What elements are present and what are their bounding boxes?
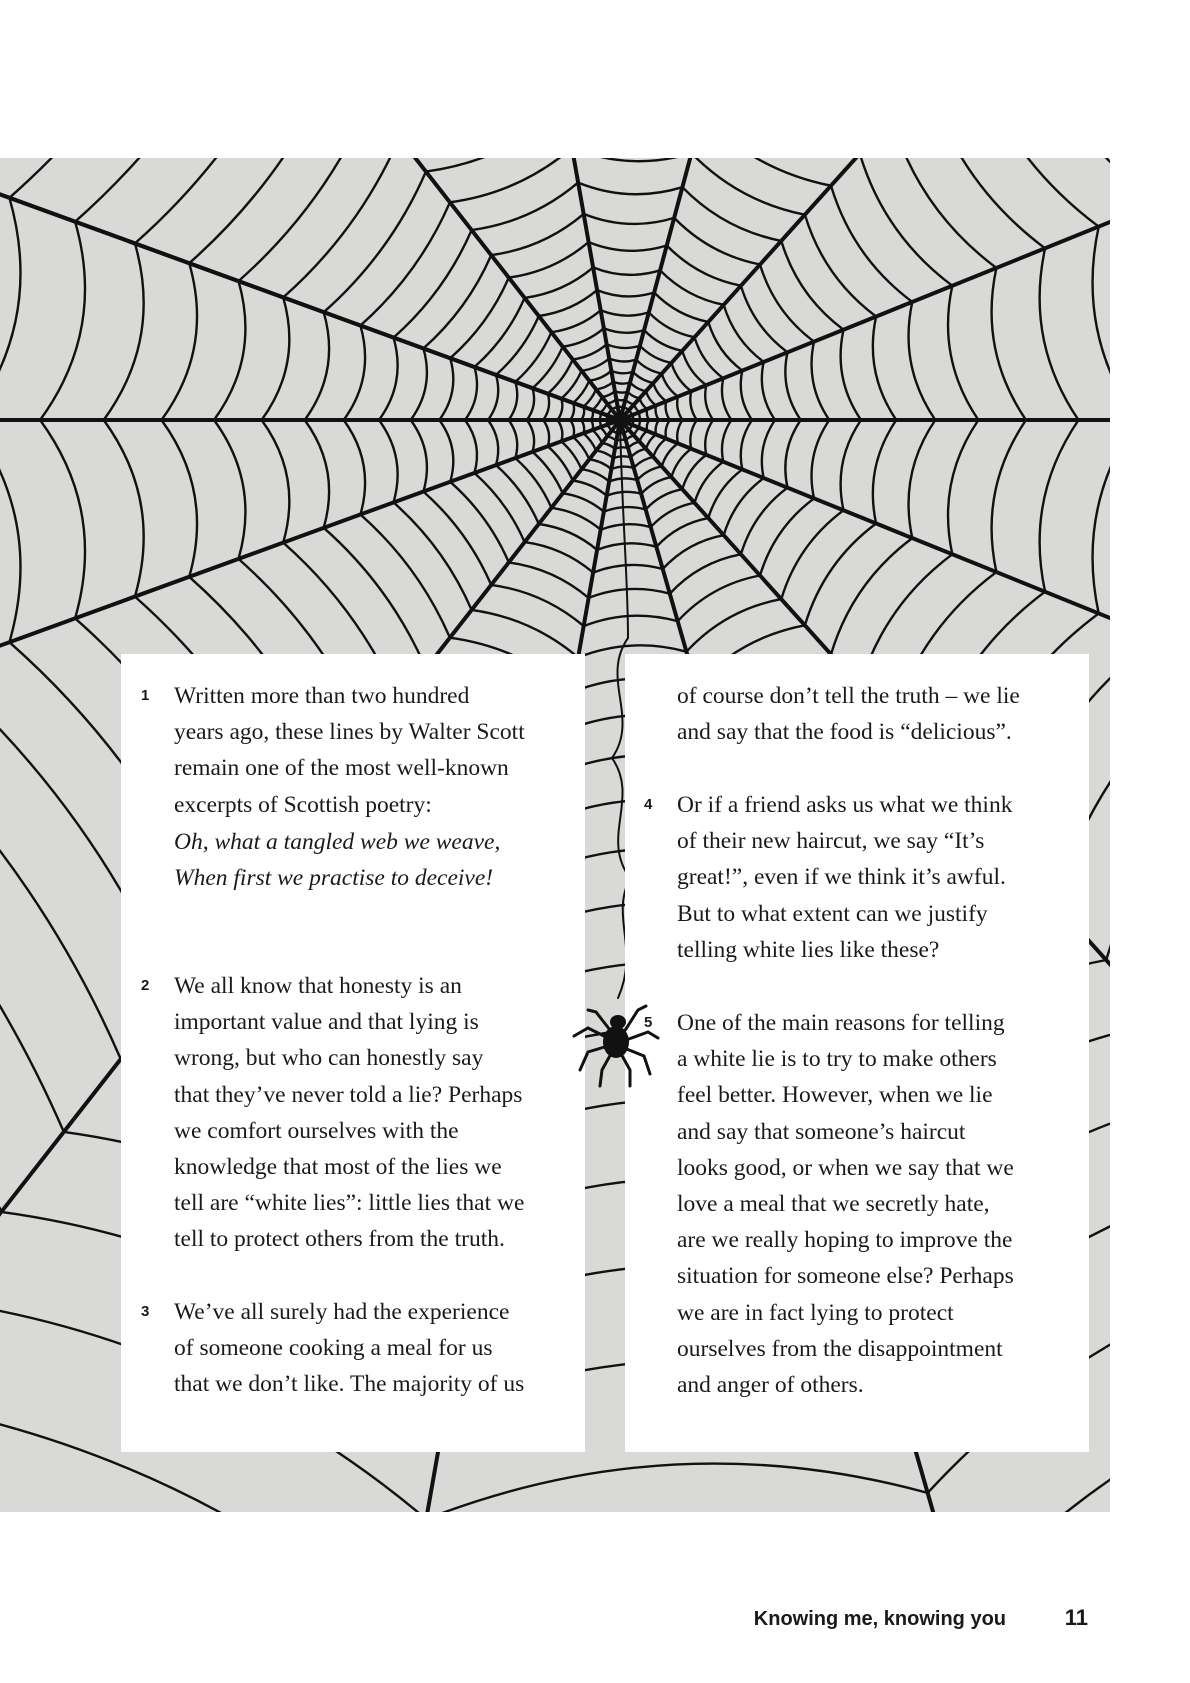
text-line: tell to protect others from the truth. [174,1226,505,1253]
text-line: wrong, but who can honestly say [174,1045,484,1072]
text-line: and anger of others. [677,1372,864,1399]
paragraph-3 [121,1294,585,1403]
text-line: important value and that lying is [174,1009,479,1036]
text-line: that we don’t like. The majority of us [174,1371,525,1398]
text-line: excerpts of Scottish poetry: [174,791,432,818]
text-line: We all know that honesty is an [174,973,462,999]
paragraph-number: 3 [141,1303,150,1320]
paragraph-4 [625,787,1089,968]
text-line: knowledge that most of the lies we [174,1154,502,1181]
text-line: and say that the food is “delicious”. [677,719,1012,746]
text-line: that they’ve never told a lie? Perhaps [174,1081,523,1108]
paragraph-3-continued [625,678,1089,750]
text-line: One of the main reasons for telling [677,1010,1005,1036]
text-line: ourselves from the disappointment [677,1335,1003,1362]
text-line: of their new haircut, we say “It’s [677,828,985,855]
text-line: Or if a friend asks us what we think [677,792,1013,818]
text-line: Written more than two hundred [174,683,470,709]
paragraph-number: 2 [141,977,150,994]
paragraph-text [625,678,1089,750]
text-line: a white lie is to try to make others [677,1046,997,1073]
paragraph-text [625,787,1089,968]
text-panel-left [121,654,585,1452]
text-line: are we really hoping to improve the [677,1227,1013,1254]
quote-line: When first we practise to deceive! [174,865,494,892]
page-number: 11 [1064,1605,1088,1630]
paragraph-number: 5 [644,1014,653,1031]
quote-line: Oh, what a tangled web we weave, [174,829,501,855]
text-line: years ago, these lines by Walter Scott [174,719,525,746]
paragraph-5 [625,1005,1089,1403]
text-line: telling white lies like these? [677,936,940,963]
text-line: of course don’t tell the truth – we lie [677,683,1020,709]
running-footer-title: Knowing me, knowing you [753,1608,1006,1630]
spider-icon [558,990,668,1090]
paragraph-2 [121,968,585,1258]
text-line: and say that someone’s haircut [677,1118,966,1145]
text-line: love a meal that we secretly hate, [677,1191,990,1218]
poem-quote [121,824,585,896]
text-line: we are in fact lying to protect [677,1299,954,1326]
paragraph-text [121,678,585,823]
text-line: we comfort ourselves with the [174,1117,459,1144]
paragraph-text [121,968,585,1258]
text-line: looks good, or when we say that we [677,1154,1014,1181]
text-line: of someone cooking a meal for us [174,1335,493,1362]
text-line: We’ve all surely had the experience [174,1299,510,1325]
text-line: tell are “white lies”: little lies that we [174,1190,525,1217]
paragraph-number: 4 [644,796,653,813]
text-line: remain one of the most well-known [174,755,509,782]
paragraph-text [625,1005,1089,1403]
text-line: But to what extent can we justify [677,900,988,927]
quote-text [121,824,585,896]
text-line: situation for someone else? Perhaps [677,1263,1014,1290]
text-line: feel better. However, when we lie [677,1082,993,1109]
text-line: great!”, even if we think it’s awful. [677,864,1006,891]
paragraph-1 [121,678,585,823]
text-panel-right [625,654,1089,1452]
paragraph-number: 1 [141,687,150,704]
paragraph-text [121,1294,585,1403]
